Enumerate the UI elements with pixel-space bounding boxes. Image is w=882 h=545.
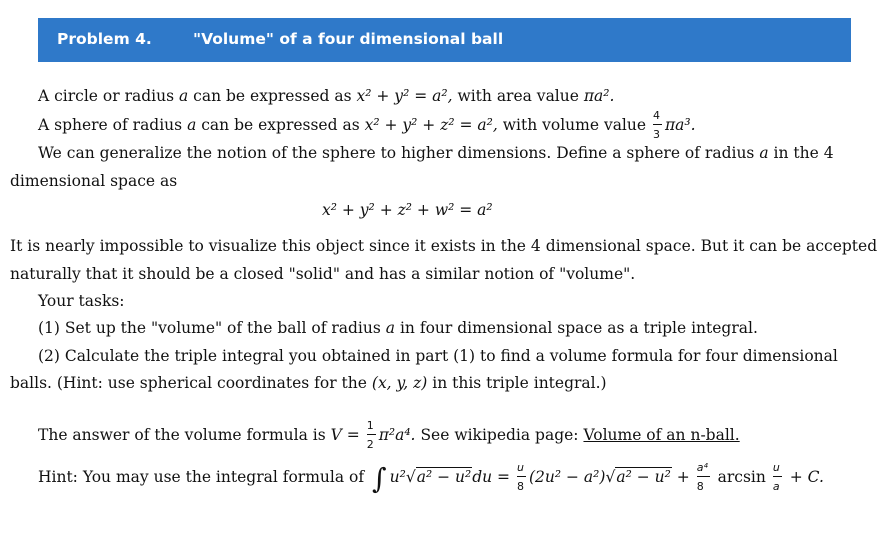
four-d-sphere-equation: x² + y² + z² + w² = a² <box>322 201 493 219</box>
task-2-line-2: balls. (Hint: use spherical coordinates for the (x, y, z) in this triple integral.) <box>10 374 607 392</box>
generalize-line-2: dimensional space as <box>10 172 178 190</box>
integral-sign-icon: ∫ <box>372 462 387 495</box>
paragraph-line-2: naturally that it should be a closed "solid" and has a similar notion of "volume". <box>10 265 636 283</box>
generalize-line: We can generalize the notion of the sphere to higher dimensions. Define a sphere of radius a in the 4 <box>38 144 834 162</box>
problem-title: "Volume" of a four dimensional ball <box>193 30 504 48</box>
circle-line: A circle or radius a can be expressed as x² + y² = a², with area value πa². <box>38 87 615 105</box>
wikipedia-link[interactable]: Volume of an n-ball. <box>583 426 740 444</box>
paragraph-line-1: It is nearly impossible to visualize this object since it exists in the 4 dimensional space. But it can be accepted <box>10 237 878 255</box>
tasks-label: Your tasks: <box>38 292 125 310</box>
problem-number: Problem 4. <box>57 30 152 48</box>
sphere-volume: πa³. <box>665 116 696 134</box>
answer-fraction: $\frac{1}{2}$ <box>366 419 374 451</box>
circle-area: πa². <box>583 87 615 105</box>
answer-line: The answer of the volume formula is V = $\frac{1}{2}$ π²a⁴. See wikipedia page: Volume of an n-ball. <box>38 419 740 451</box>
sphere-volume-fraction: $\frac{4}{3}$ <box>653 109 660 141</box>
hint-line: Hint: You may use the integral formula of ∫ u²√a² − u²du = $\frac{u}{8}$ (2u² − a²)√a² − u² + $\frac{\text{a⁴}}{8}$ arcsin $\frac{u}{a}$ + C. <box>38 461 824 495</box>
circle-equation: x² + y² = a², <box>356 87 453 105</box>
task-1: (1) Set up the "volume" of the ball of radius a in four dimensional space as a triple integral. <box>38 319 758 337</box>
problem-header <box>38 18 851 62</box>
sphere-equation: x² + y² + z² = a², <box>364 116 498 134</box>
task-2-line-1: (2) Calculate the triple integral you obtained in part (1) to find a volume formula for four dimensional <box>38 347 838 365</box>
answer-formula: π²a⁴. <box>378 426 416 444</box>
sphere-line: A sphere of radius a can be expressed as x² + y² + z² = a², with volume value $\frac{4}{3}$ πa³. <box>38 109 696 141</box>
